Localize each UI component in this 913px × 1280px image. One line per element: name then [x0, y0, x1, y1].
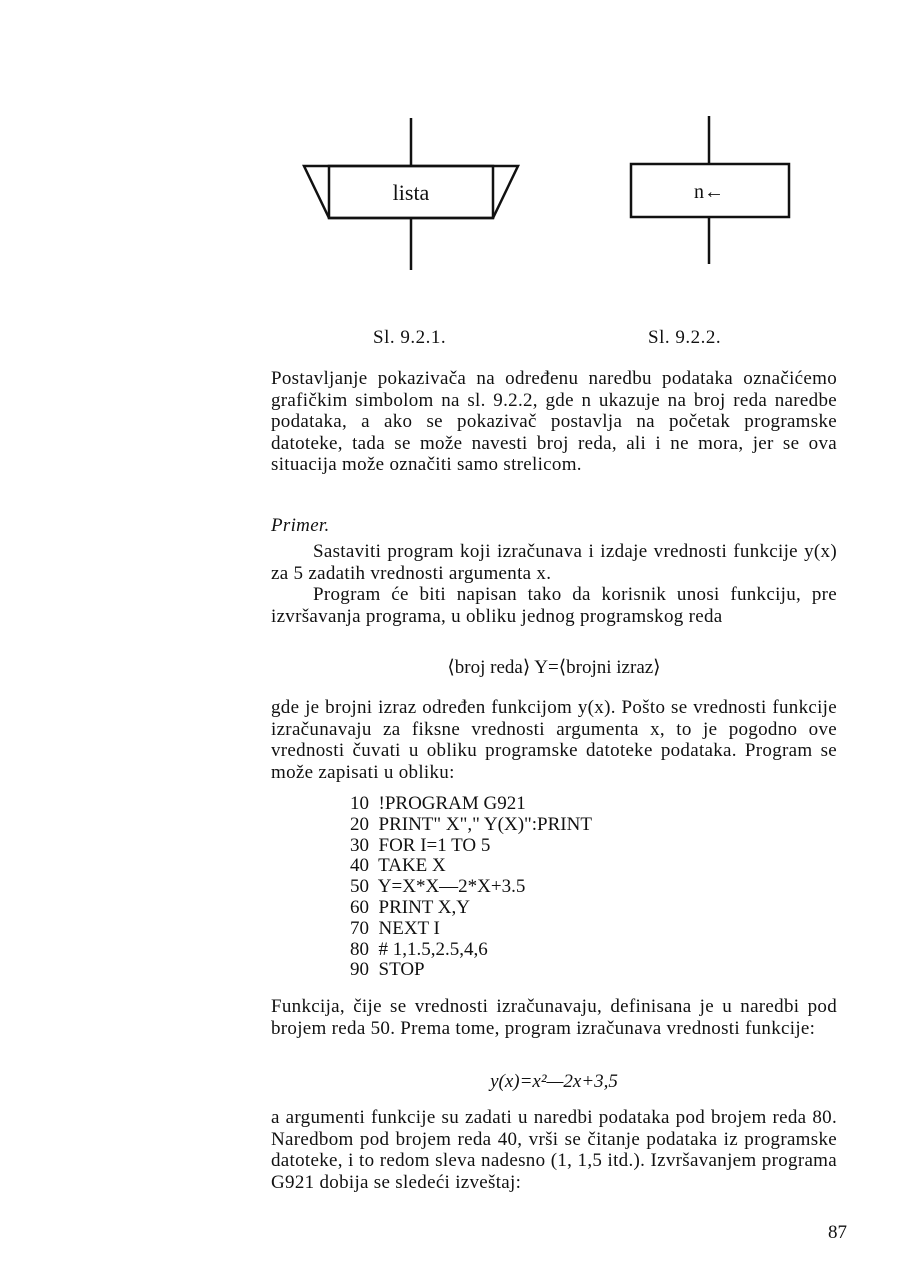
page-number: 87	[828, 1222, 847, 1243]
pointer-symbol-label: n←	[694, 181, 724, 203]
formula-function: y(x)=x²—2x+3,5	[490, 1071, 618, 1092]
example-heading: Primer.	[271, 515, 330, 536]
flowchart-figures	[290, 112, 810, 282]
program-line: 90 STOP	[350, 959, 425, 981]
paragraph-program-intro: Program će biti napisan tako da korisnik unosi funkciju, pre izvršavanja programa, u obliku jednog programskog reda	[271, 584, 837, 627]
program-line: 80 # 1,1.5,2.5,4,6	[350, 938, 488, 960]
paragraph-expression: gde je brojni izraz određen funkcijom y(x). Pošto se vrednosti funkcije izračunavaju za fiksne vrednosti argumenta x, to je pogodno ove vrednosti čuvati u obliku programske datoteke podataka. Program se može zapisati u obliku:	[271, 697, 837, 783]
figure-caption-left: Sl. 9.2.1.	[373, 327, 447, 348]
paragraph-function-definition: Funkcija, čije se vrednosti izračunavaju, definisana je u naredbi pod brojem reda 50. Prema tome, program izračunava vrednosti funkcije:	[271, 996, 837, 1039]
program-listing	[350, 794, 592, 981]
figure-caption-right: Sl. 9.2.2.	[648, 327, 722, 348]
program-line: 10 !PROGRAM G921	[350, 793, 526, 814]
program-line: 20 PRINT" X"," Y(X)":PRINT	[350, 813, 592, 835]
formula-program-line: ⟨broj reda⟩ Y=⟨brojni izraz⟩	[447, 657, 661, 678]
paragraph-task: Sastaviti program koji izračunava i izdaje vrednosti funkcije y(x) za 5 zadatih vrednosti argumenta x.	[271, 541, 837, 584]
program-line: 70 NEXT I	[350, 917, 440, 939]
program-line: 40 TAKE X	[350, 855, 446, 877]
paragraph-arguments: a argumenti funkcije su zadati u naredbi podataka pod brojem reda 80. Naredbom pod brojem reda 40, vrši se čitanje podataka iz programske datoteke, i to redom sleva nadesno (1, 1,5 itd.). Izvršavanjem programa G921 dobija se sledeći izveštaj:	[271, 1107, 837, 1193]
paragraph-pointer-intro: Postavljanje pokazivača na određenu naredbu podataka označićemo grafičkim simbolom na sl. 9.2.2, gde n ukazuje na broj reda naredbe podataka, a ako se pokazivač postavlja na početak programske datoteke, tada se može navesti broj reda, ali i ne mora, jer se ova situacija može označiti samo strelicom.	[271, 368, 837, 475]
program-line: 50 Y=X*X—2*X+3.5	[350, 876, 526, 898]
list-symbol-label: lista	[392, 180, 430, 205]
program-line: 60 PRINT X,Y	[350, 896, 470, 918]
program-line: 30 FOR I=1 TO 5	[350, 834, 491, 856]
